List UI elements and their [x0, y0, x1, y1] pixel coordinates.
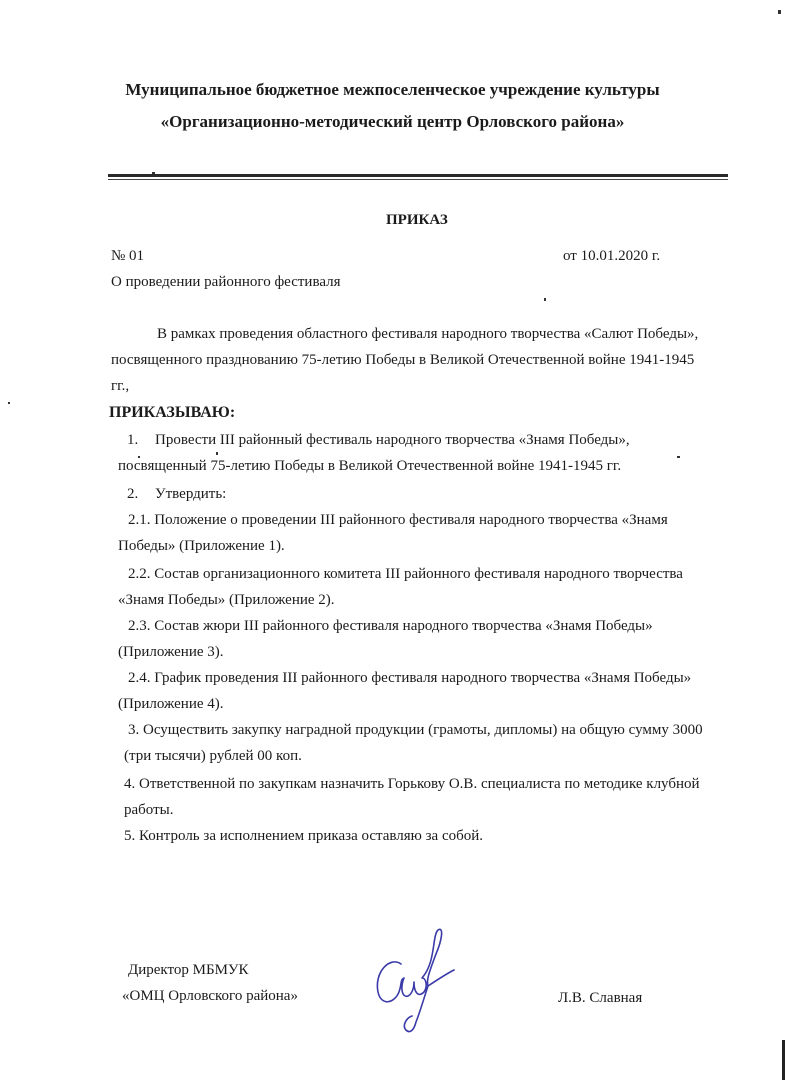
- item-5-line1: 5. Контроль за исполнением приказа оставляю за собой.: [124, 828, 484, 844]
- preamble-line1: В рамках проведения областного фестиваля народного творчества «Салют Победы»,: [157, 326, 699, 342]
- item-2-4-line2: (Приложение 4).: [118, 696, 224, 712]
- order-subject: О проведении районного фестиваля: [111, 274, 341, 290]
- item-4-line2: работы.: [124, 802, 174, 818]
- item-2-3-line1: 2.3. Состав жюри III районного фестиваля народного творчества «Знамя Победы»: [128, 618, 653, 634]
- header-rule-thick: [108, 174, 728, 177]
- scan-speck: [152, 172, 155, 174]
- order-title: ПРИКАЗ: [386, 212, 448, 228]
- scan-speck: [138, 456, 140, 458]
- preamble-line2: посвященного празднованию 75-летию Победы в Великой Отечественной войне 1941-1945: [111, 352, 695, 368]
- scan-speck: [8, 402, 10, 404]
- item-2-2-line1: 2.2. Состав организационного комитета III районного фестиваля народного творчества: [128, 566, 683, 582]
- item-2-2-line2: «Знамя Победы» (Приложение 2).: [118, 592, 335, 608]
- command-heading: ПРИКАЗЫВАЮ:: [109, 404, 236, 421]
- item-2-1-line1: 2.1. Положение о проведении III районного фестиваля народного творчества «Знамя: [128, 512, 668, 528]
- signer-position-line1: Директор МБМУК: [128, 962, 249, 978]
- scan-speck: [677, 456, 680, 458]
- item-2-number: 2.: [127, 486, 139, 502]
- header-rule-thin: [108, 179, 728, 180]
- handwritten-signature: [366, 922, 466, 1037]
- item-2-1-line2: Победы» (Приложение 1).: [118, 538, 285, 554]
- org-name-line2: «Организационно-методический центр Орловского района»: [160, 112, 625, 131]
- preamble-line3: гг.,: [111, 378, 130, 394]
- item-1-line1: Провести III районный фестиваль народного творчества «Знамя Победы»,: [155, 432, 630, 448]
- order-number: № 01: [111, 248, 145, 264]
- item-3-line2: (три тысячи) рублей 00 коп.: [124, 748, 302, 764]
- item-2-4-line1: 2.4. График проведения III районного фестиваля народного творчества «Знамя Победы»: [128, 670, 692, 686]
- order-date: от 10.01.2020 г.: [563, 248, 661, 264]
- item-2-line1: Утвердить:: [155, 486, 227, 502]
- item-4-line1: 4. Ответственной по закупкам назначить Горькову О.В. специалиста по методике клубной: [124, 776, 700, 792]
- scan-speck: [778, 10, 781, 14]
- signer-name: Л.В. Славная: [558, 990, 643, 1006]
- org-name-line1: Муниципальное бюджетное межпоселенческое учреждение культуры: [125, 80, 660, 99]
- item-3-line1: 3. Осуществить закупку наградной продукции (грамоты, дипломы) на общую сумму 3000: [128, 722, 703, 738]
- item-1-number: 1.: [127, 432, 139, 448]
- scan-speck: [544, 298, 546, 301]
- signer-position-line2: «ОМЦ Орловского района»: [122, 988, 298, 1004]
- scan-speck: [216, 452, 218, 455]
- item-2-3-line2: (Приложение 3).: [118, 644, 224, 660]
- item-1-line2: посвященный 75-летию Победы в Великой Отечественной войне 1941-1945 гг.: [118, 458, 622, 474]
